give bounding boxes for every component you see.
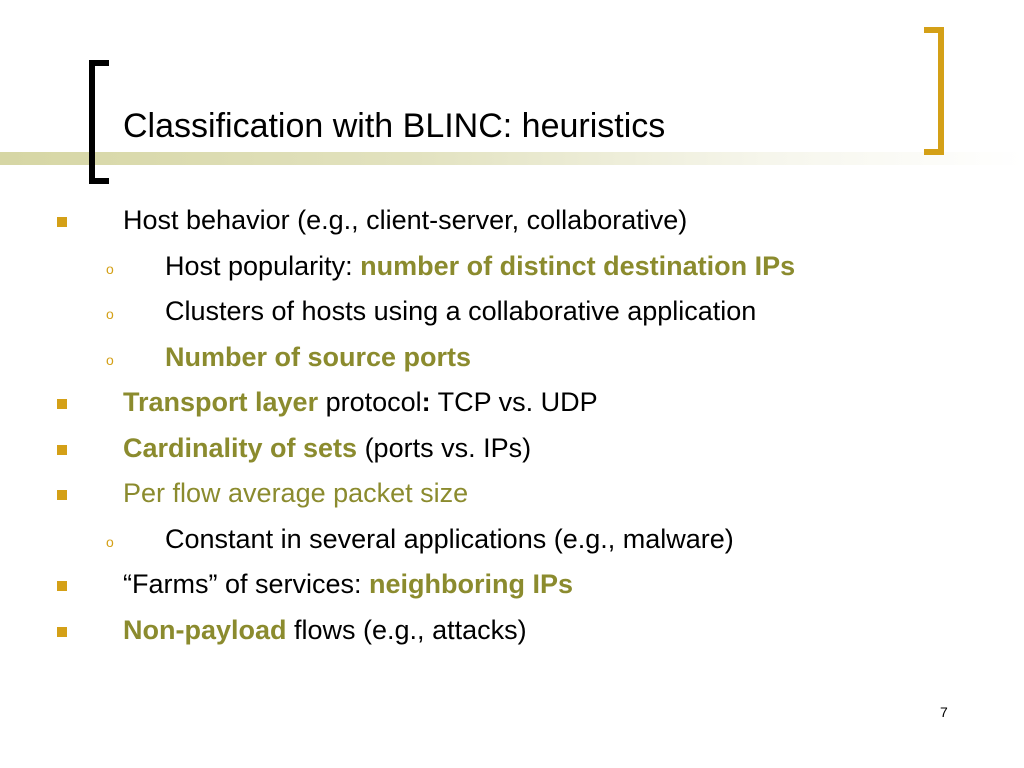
highlighted-text-segment: Transport layer [123,387,319,417]
highlighted-text-segment: Cardinality of sets [123,432,358,463]
circle-bullet-icon: o [106,306,114,322]
highlighted-text-segment: number of distinct destination IPs [360,250,796,281]
bullet-text [165,289,756,335]
bullet-item [0,517,1024,563]
text-segment: Constant in several applications (e.g., malware) [165,523,734,554]
text-segment: Clusters of hosts using a collaborative application [165,296,757,326]
text-segment: “Farms” of services: [123,569,370,599]
bullet-item [0,562,1024,608]
square-bullet-icon [57,490,67,500]
square-bullet-icon [57,627,67,637]
bullet-list [0,198,1024,653]
bullet-text [123,380,598,426]
highlighted-text-segment: Number of source ports [165,341,472,372]
bullet-item [0,198,1024,244]
right-bracket-decoration [924,27,944,155]
slide-number: 7 [940,704,948,720]
left-bracket-decoration [89,60,109,184]
bullet-item [0,335,1024,381]
text-segment: TCP vs. UDP [430,387,598,417]
bullet-text [165,517,734,563]
text-segment: Host behavior (e.g., client-server, collaborative) [123,205,688,235]
bullet-item [0,471,1024,517]
bullet-item [0,244,1024,290]
bullet-text [123,426,531,472]
highlighted-text-segment: : [421,387,431,417]
highlighted-text-segment: neighboring IPs [369,569,574,599]
bullet-item [0,426,1024,472]
bullet-item [0,380,1024,426]
text-segment: protocol [318,387,422,417]
text-segment: Host popularity: [165,250,361,281]
bullet-text [123,471,468,517]
square-bullet-icon [57,445,67,455]
circle-bullet-icon: o [106,533,114,550]
bullet-text [165,335,471,381]
square-bullet-icon [57,581,67,591]
highlighted-text-segment: Per flow average packet size [123,478,469,508]
bullet-text [123,608,527,654]
bullet-item [0,608,1024,654]
circle-bullet-icon: o [106,260,114,277]
circle-bullet-icon: o [106,351,114,368]
highlighted-text-segment: Non-payload [123,614,287,645]
slide-title: Classification with BLINC: heuristics [123,107,666,145]
text-segment: flows (e.g., attacks) [286,614,527,645]
square-bullet-icon [57,217,67,227]
bullet-text [165,244,795,290]
bullet-item [0,289,1024,335]
text-segment: (ports vs. IPs) [357,432,532,463]
bullet-text [123,198,687,244]
bullet-text [123,562,573,608]
square-bullet-icon [57,399,67,409]
title-band [0,152,1024,165]
